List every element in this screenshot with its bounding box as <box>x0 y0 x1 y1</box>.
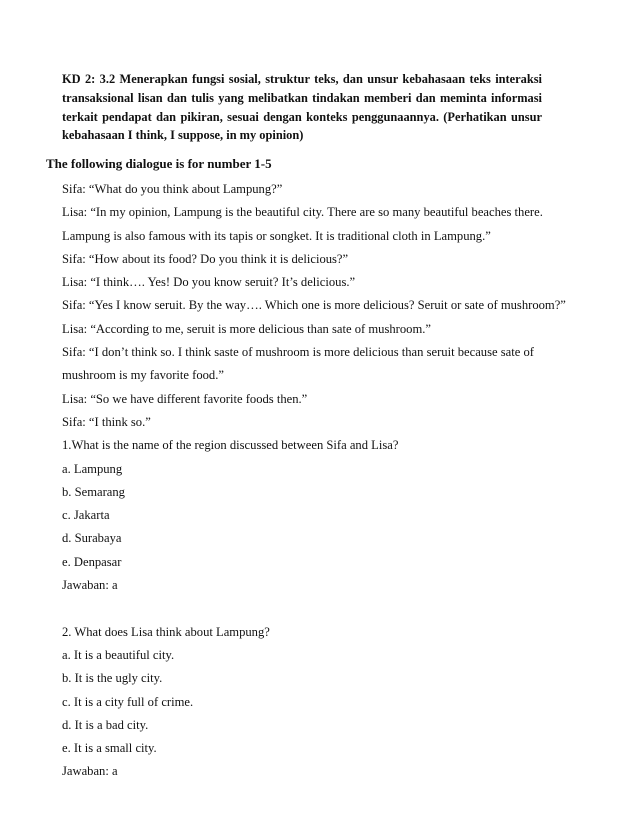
question-1 <box>62 434 582 597</box>
question-text: 1.What is the name of the region discussed between Sifa and Lisa? <box>62 438 399 453</box>
answer-option: a. Lampung <box>62 461 123 476</box>
dialogue-line: Lisa: “So we have different favorite foods then.” <box>62 391 308 406</box>
dialogue-line: Lampung is also famous with its tapis or songket. It is traditional cloth in Lampung.” <box>62 228 491 243</box>
answer-option: d. It is a bad city. <box>62 717 149 732</box>
dialogue-line: Sifa: “I don’t think so. I think saste of mushroom is more delicious than seruit because sate of <box>62 345 534 360</box>
kd-line: KD 2: 3.2 Menerapkan fungsi sosial, struktur teks, dan unsur kebahasaan teks interaksi <box>62 72 542 86</box>
answer-option: e. Denpasar <box>62 554 122 569</box>
kd-line: terkait pendapat dan pikiran, sesuai dengan konteks penggunaannya. (Perhatikan unsur <box>62 109 542 124</box>
dialogue-line: Sifa: “What do you think about Lampung?” <box>62 182 283 196</box>
question-2 <box>62 621 582 784</box>
dialogue-line: Lisa: “I think…. Yes! Do you know seruit? It’s delicious.” <box>62 275 356 290</box>
kd-competency-text <box>62 70 542 145</box>
answer-option: b. Semarang <box>62 484 125 499</box>
dialogue-line: Lisa: “According to me, seruit is more delicious than sate of mushroom.” <box>62 321 431 336</box>
answer-key: Jawaban: a <box>62 578 118 593</box>
answer-option: b. It is the ugly city. <box>62 671 163 686</box>
dialogue-line: Sifa: “I think so.” <box>62 414 151 429</box>
answer-option: d. Surabaya <box>62 531 122 546</box>
dialogue-line: mushroom is my favorite food.” <box>62 368 224 383</box>
kd-line: transaksional lisan dan tulis yang melibatkan tindakan memberi dan meminta informasi <box>62 90 542 105</box>
answer-key: Jawaban: a <box>62 764 118 779</box>
kd-line: kebahasaan I think, I suppose, in my opinion) <box>62 128 304 143</box>
dialogue-heading: The following dialogue is for number 1-5 <box>46 156 272 171</box>
answer-option: a. It is a beautiful city. <box>62 647 175 662</box>
answer-option: e. It is a small city. <box>62 741 157 756</box>
dialogue-line: Sifa: “How about its food? Do you think it is delicious?” <box>62 251 349 266</box>
answer-option: c. It is a city full of crime. <box>62 694 194 709</box>
dialogue-line: Lisa: “In my opinion, Lampung is the beautiful city. There are so many beautiful beaches there. <box>62 205 543 220</box>
blank-line <box>62 597 582 620</box>
dialogue-line: Sifa: “Yes I know seruit. By the way…. Which one is more delicious? Seruit or sate of mushroom?” <box>62 298 566 313</box>
document-body <box>62 178 582 784</box>
question-text: 2. What does Lisa think about Lampung? <box>62 624 270 639</box>
dialogue <box>62 178 582 434</box>
answer-option: c. Jakarta <box>62 508 110 523</box>
